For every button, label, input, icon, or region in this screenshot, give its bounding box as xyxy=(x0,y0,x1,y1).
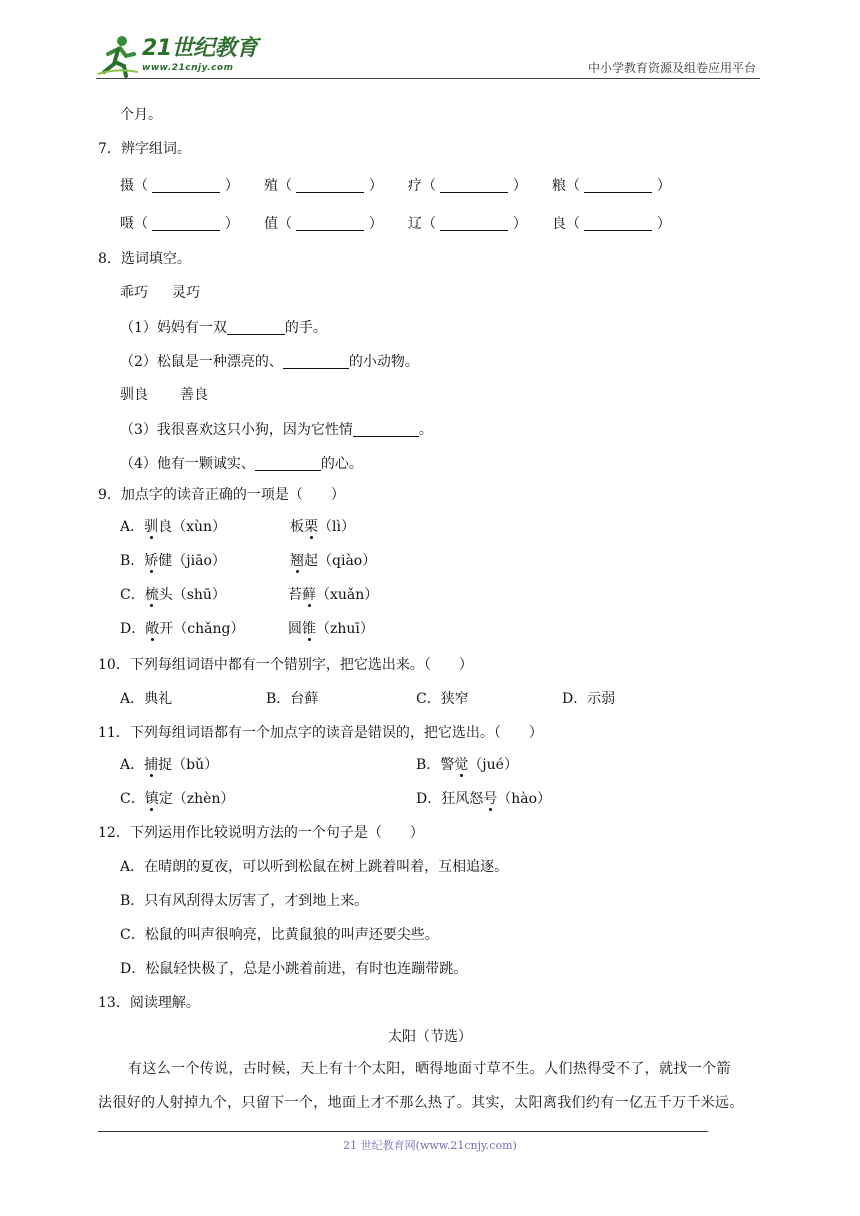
answer-blank[interactable] xyxy=(152,178,220,193)
platform-title: 中小学教育资源及组卷应用平台 xyxy=(587,61,756,75)
answer-blank[interactable] xyxy=(227,320,285,335)
q7-item: 值（ ） xyxy=(264,216,383,232)
option-text: （lì） xyxy=(318,519,355,535)
q7-char: 疗 xyxy=(408,178,422,194)
option-b[interactable] xyxy=(416,758,518,772)
question-13-title: 13．阅读理解。 xyxy=(98,995,200,1011)
option-text: 圆 xyxy=(288,621,302,637)
option-b[interactable] xyxy=(120,554,226,568)
answer-blank[interactable] xyxy=(283,354,349,369)
passage-title: 太阳（节选） xyxy=(388,1029,472,1045)
answer-blank[interactable] xyxy=(152,216,220,231)
sentence-text: 的手。 xyxy=(284,320,327,336)
q7-item: 良（ ） xyxy=(552,216,671,232)
dotted-char: 梳 xyxy=(144,587,159,603)
option-text: B．警 xyxy=(416,757,455,773)
option-b[interactable]: B．只有风刮得太厉害了，才到地上来。 xyxy=(120,893,369,909)
answer-blank[interactable] xyxy=(440,178,508,193)
option-text: C． xyxy=(120,791,145,807)
answer-blank[interactable] xyxy=(353,422,419,437)
option-text: （zhuī） xyxy=(316,621,374,637)
option-text: （jué） xyxy=(468,757,518,773)
dotted-char: 镇 xyxy=(144,791,159,807)
sentence-text: 。 xyxy=(418,422,433,438)
dotted-char: 矫 xyxy=(144,553,159,569)
answer-blank[interactable] xyxy=(296,216,364,231)
q8-sentence-3 xyxy=(120,422,433,437)
option-a[interactable] xyxy=(120,758,218,772)
question-7-title: 7．辨字组词。 xyxy=(98,141,191,157)
option-text: D． xyxy=(120,621,146,637)
question-8-title: 8．选词填空。 xyxy=(98,251,191,267)
question-11-title: 11．下列每组词语都有一个加点字的读音是错误的，把它选出。（ ） xyxy=(98,725,543,741)
sentence-text: 的心。 xyxy=(320,456,363,472)
brand-name: 21世纪教育 xyxy=(142,36,258,61)
answer-blank[interactable] xyxy=(584,216,652,231)
q7-char: 摄 xyxy=(120,178,134,194)
sentence-text: （2）松鼠是一种漂亮的、 xyxy=(120,354,283,370)
q7-item: 嗫（ ） xyxy=(120,216,239,232)
q7-item: 辽（ ） xyxy=(408,216,527,232)
option-c[interactable] xyxy=(120,588,226,602)
option-c[interactable]: C．狭窄 xyxy=(416,691,469,707)
dotted-char: 翘 xyxy=(290,553,304,569)
footer-divider xyxy=(98,1131,708,1132)
word-choice: 灵巧 xyxy=(172,285,200,301)
option-text: A． xyxy=(120,519,145,535)
option-b[interactable]: B．台藓 xyxy=(266,691,319,707)
option-d[interactable] xyxy=(416,792,551,806)
q7-char: 殖 xyxy=(264,178,278,194)
brand-url: www.21cnjy.com xyxy=(142,63,234,73)
option-d-word-2 xyxy=(288,622,374,636)
option-text: （hào） xyxy=(497,791,552,807)
option-text: C． xyxy=(120,587,145,603)
answer-blank[interactable] xyxy=(255,456,321,471)
option-text: （xuǎn） xyxy=(316,587,379,603)
question-9-title: 9．加点字的读音正确的一项是（ ） xyxy=(98,487,345,503)
option-text: 起（qiào） xyxy=(304,553,377,569)
q7-item: 疗（ ） xyxy=(408,178,527,194)
option-c[interactable] xyxy=(120,792,234,806)
option-d[interactable] xyxy=(120,622,244,636)
option-d[interactable]: D．示弱 xyxy=(562,691,616,707)
sentence-text: 的小动物。 xyxy=(348,354,419,370)
dotted-char: 捕 xyxy=(144,757,159,773)
dotted-char: 号 xyxy=(483,791,498,807)
dotted-char: 锥 xyxy=(302,621,316,637)
option-text: 定（zhèn） xyxy=(158,791,235,807)
q7-char: 良 xyxy=(552,216,566,232)
option-text: 开（chǎng） xyxy=(159,621,245,637)
header-divider xyxy=(96,78,760,79)
sentence-text: （3）我很喜欢这只小狗，因为它性情 xyxy=(120,422,353,438)
runner-logo-icon xyxy=(96,34,140,78)
q7-char: 辽 xyxy=(408,216,422,232)
option-text: 良（xùn） xyxy=(158,519,227,535)
option-text: D．狂风怒 xyxy=(416,791,484,807)
word-choice: 乖巧 xyxy=(120,285,148,301)
q7-char: 值 xyxy=(264,216,278,232)
dotted-char: 藓 xyxy=(302,587,316,603)
q7-char: 粮 xyxy=(552,178,566,194)
q7-item: 摄（ ） xyxy=(120,178,239,194)
q8-sentence-4 xyxy=(120,456,363,471)
option-text: A． xyxy=(120,757,145,773)
option-text: 板 xyxy=(290,519,304,535)
option-a-word-2 xyxy=(290,520,355,534)
option-text: B． xyxy=(120,553,145,569)
option-b-word-2 xyxy=(290,554,376,568)
sentence-text: （1）妈妈有一双 xyxy=(120,320,227,336)
q7-item: 粮（ ） xyxy=(552,178,671,194)
dotted-char: 驯 xyxy=(144,519,159,535)
option-text: 捉（bǔ） xyxy=(158,757,219,773)
question-10-title: 10．下列每组词语中都有一个错别字，把它选出来。（ ） xyxy=(98,657,473,673)
dotted-char: 敞 xyxy=(145,621,160,637)
option-text: 头（shū） xyxy=(158,587,226,603)
answer-blank[interactable] xyxy=(296,178,364,193)
text-fragment: 个月。 xyxy=(120,107,162,123)
q7-char: 嗫 xyxy=(120,216,134,232)
option-text: 健（jiāo） xyxy=(158,553,226,569)
option-a[interactable]: A．典礼 xyxy=(120,691,173,707)
option-c-word-2 xyxy=(288,588,378,602)
footer-link[interactable]: 21 世纪教育网(www.21cnjy.com) xyxy=(343,1139,517,1152)
answer-blank[interactable] xyxy=(440,216,508,231)
dotted-char: 觉 xyxy=(454,757,469,773)
q8-sentence-1 xyxy=(120,320,327,335)
option-d[interactable]: D．松鼠轻快极了，总是小跳着前进，有时也连蹦带跳。 xyxy=(120,961,468,977)
answer-blank[interactable] xyxy=(584,178,652,193)
dotted-char: 栗 xyxy=(304,519,318,535)
word-choice: 驯良 xyxy=(120,387,148,403)
option-a[interactable]: A．在晴朗的夏夜，可以听到松鼠在树上跳着叫着，互相追逐。 xyxy=(120,859,509,875)
passage-line-2: 法很好的人射掉九个，只留下一个，地面上才不那么热了。其实，太阳离我们约有一亿五千万千米远。 xyxy=(98,1095,744,1111)
sentence-text: （4）他有一颗诚实、 xyxy=(120,456,255,472)
passage-line-1: 有这么一个传说，古时候，天上有十个太阳，晒得地面寸草不生。人们热得受不了，就找一个箭 xyxy=(128,1061,731,1077)
option-c[interactable]: C．松鼠的叫声很响亮，比黄鼠狼的叫声还要尖些。 xyxy=(120,927,439,943)
option-a[interactable] xyxy=(120,520,226,534)
word-choice: 善良 xyxy=(180,387,208,403)
site-logo xyxy=(96,34,266,80)
q8-sentence-2 xyxy=(120,354,419,369)
question-12-title: 12．下列运用作比较说明方法的一个句子是（ ） xyxy=(98,825,424,841)
q7-item: 殖（ ） xyxy=(264,178,383,194)
option-text: 苔 xyxy=(288,587,302,603)
